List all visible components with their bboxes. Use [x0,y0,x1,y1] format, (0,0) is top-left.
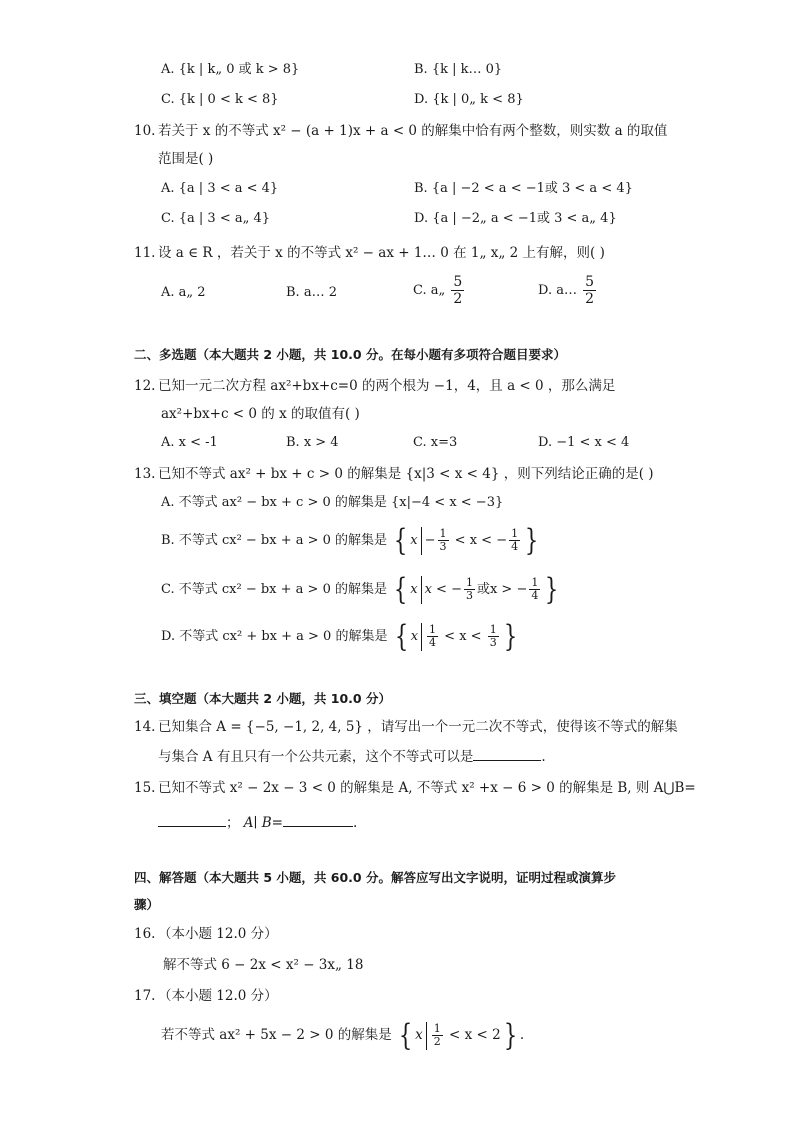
fraction-denominator: 4 [429,636,437,649]
fraction-numerator: 5 [585,274,595,290]
q13-option-b [161,524,541,558]
q13-option-a: A. 不等式 ax² − bx + c > 0 的解集是 {x|−4 < x < −3} [161,495,504,510]
q14-text-line2: 与集合 A 有且只有一个公共元素，这个不等式可以是 [158,749,474,765]
section-2-heading: 二、多选题（本大题共 2 小题，共 10.0 分。在每小题有多项符合题目要求） [134,347,566,362]
q10-stem-line2: 范围是( ) [158,151,214,167]
fraction-numerator: 1 [465,576,473,589]
q10-number: 10. [134,123,156,139]
fraction-denominator: 2 [433,1035,441,1048]
fraction-denominator: 2 [585,291,595,307]
q13-number: 13. [134,466,156,482]
q11-option-c-prefix: C. a„ [413,283,446,298]
set-variable: x [424,582,432,597]
q15-stem-line1 [134,779,696,797]
q17-number: 17. [134,988,156,1004]
q10-option-c: C. {a | 3 < a„ 4} [161,211,271,226]
minus-sign: − [496,533,508,548]
q10-option-b: B. {a | −2 < a < −1或 3 < a < 4} [414,181,633,196]
fraction-numerator: 1 [429,623,437,636]
fraction-one-third [438,528,449,553]
q15-period: . [353,815,358,831]
minus-sign: − [424,533,436,548]
q16-number: 16. [134,926,156,942]
left-brace-icon: { [394,618,408,654]
q16-text: 解不等式 6 − 2x < x² − 3x„ 18 [163,957,364,973]
left-brace-icon: { [394,522,408,558]
q12-stem-line1 [134,377,615,395]
q13-option-b-prefix: B. 不等式 cx² − bx + a > 0 的解集是 [161,533,388,548]
fraction-denominator: 3 [465,589,473,602]
q15-intersection-label: A∣ B= [243,815,283,831]
q13-option-c-prefix: C. 不等式 cx² − bx + a > 0 的解集是 [161,582,387,597]
q15-separator: ； [226,815,240,831]
right-brace-icon: } [503,1017,517,1053]
q14-stem-line1 [134,718,678,736]
q12-option-b: B. x > 4 [286,435,339,450]
set-bar [426,1022,427,1050]
fraction-denominator: 3 [489,636,497,649]
set-variable: x [410,582,418,597]
q16-score: （本小题 12.0 分） [158,926,278,942]
q12-stem-line2: ax²+bx+c < 0 的 x 的取值有( ) [161,406,360,422]
q9-option-c: C. {k | 0 < k < 8} [161,92,279,107]
set-variable: x [410,533,418,548]
set-bar [421,527,422,555]
q12-option-a: A. x < -1 [161,435,218,450]
fraction-denominator: 4 [511,540,519,553]
q12-option-c: C. x=3 [413,435,458,450]
fraction-denominator: 3 [439,540,447,553]
q17-period: . [519,1027,525,1043]
q10-text-line1: 若关于 x 的不等式 x² − (a + 1)x + a < 0 的解集中恰有两个整数，则实数 a 的取值 [158,123,668,139]
q12-text-line1: 已知一元二次方程 ax²+bx+c=0 的两个根为 −1，4，且 a < 0 ，那么满足 [158,378,616,394]
fraction-numerator: 5 [453,274,463,290]
q13-option-c [161,573,561,607]
right-brace-icon: } [503,618,517,654]
q14-answer-blank[interactable] [473,748,541,761]
q10-stem-line1 [134,122,667,140]
q11-option-c-fraction [451,274,464,307]
q17-prefix: 若不等式 ax² + 5x − 2 > 0 的解集是 [161,1027,392,1043]
fraction-one-half [432,1023,443,1048]
q11-text: 设 a ∈ R ，若关于 x 的不等式 x² − ax + 1… 0 在 1„ x„ 2 上有解，则( ) [158,245,605,261]
q13-text: 已知不等式 ax² + bx + c > 0 的解集是 {x|3 < x < 4} ，则下列结论正确的是( ) [158,466,654,482]
q13-option-d [161,620,520,654]
q17-score: （本小题 12.0 分） [158,988,278,1004]
right-brace-icon: } [545,571,559,607]
q15-stem-line2 [158,814,357,832]
q11-option-d [538,274,598,307]
q13-option-d-prefix: D. 不等式 cx² + bx + a > 0 的解集是 [161,629,388,644]
inequality-tail: < x < 2 [444,1027,501,1043]
section-4-heading-line2: 骤） [134,897,160,912]
set-bar [421,576,422,604]
fraction-numerator: 1 [511,527,519,540]
fraction-one-third [488,624,499,649]
q13-stem [134,465,654,483]
fraction-one-fourth [509,528,520,553]
inequality-or: 或x > − [476,582,528,597]
q9-option-d: D. {k | 0„ k < 8} [414,92,524,107]
q11-option-d-prefix: D. a… [538,283,577,298]
q11-option-a: A. a„ 2 [161,285,206,300]
q15-text-line1: 已知不等式 x² − 2x − 3 < 0 的解集是 A, 不等式 x² +x − 6 > 0 的解集是 B, 则 A⋃B= [158,780,696,796]
q11-stem [134,244,605,262]
fraction-one-third [464,577,475,602]
q17-text [161,1018,524,1052]
set-variable: x [415,1027,423,1043]
inequality-middle: < x < [440,629,486,644]
q17-header [134,987,278,1005]
q11-number: 11. [134,245,156,261]
fraction-numerator: 1 [439,527,447,540]
q12-number: 12. [134,378,156,394]
fraction-numerator: 1 [433,1022,441,1035]
left-brace-icon: { [398,1017,413,1053]
q16-header [134,925,278,943]
fraction-one-fourth [529,577,540,602]
inequality-left: < − [431,582,462,597]
fraction-denominator: 2 [453,291,463,307]
set-variable: x [410,629,419,644]
q14-number: 14. [134,719,156,735]
fraction-numerator: 1 [531,576,539,589]
q10-option-a: A. {a | 3 < a < 4} [161,181,279,196]
set-bar [421,623,422,651]
q14-text-line1: 已知集合 A = {−5, −1, 2, 4, 5} ，请写出一个一元二次不等式，使得该不等式的解集 [158,719,678,735]
q15-intersection-blank[interactable] [283,814,353,827]
q15-union-blank[interactable] [158,814,226,827]
inequality-middle: < x < [450,533,497,548]
q15-number: 15. [134,780,156,796]
q9-option-a: A. {k | k„ 0 或 k > 8} [161,62,300,77]
fraction-one-fourth [427,624,438,649]
q11-option-b: B. a… 2 [286,285,337,300]
right-brace-icon: } [524,522,539,558]
q10-option-d: D. {a | −2„ a < −1或 3 < a„ 4} [414,211,617,226]
q14-period: . [541,749,546,765]
q14-stem-line2 [158,748,546,766]
section-4-heading-line1: 四、解答题（本大题共 5 小题，共 60.0 分。解答应写出文字说明，证明过程或演算步 [134,870,616,885]
section-3-heading: 三、填空题（本大题共 2 小题，共 10.0 分） [134,691,391,706]
q9-option-b: B. {k | k… 0} [414,62,503,77]
q12-option-d: D. −1 < x < 4 [538,435,630,450]
q11-option-c [413,274,466,307]
fraction-numerator: 1 [489,623,497,636]
left-brace-icon: { [393,571,408,607]
fraction-denominator: 4 [531,589,539,602]
q11-option-d-fraction [583,274,596,307]
